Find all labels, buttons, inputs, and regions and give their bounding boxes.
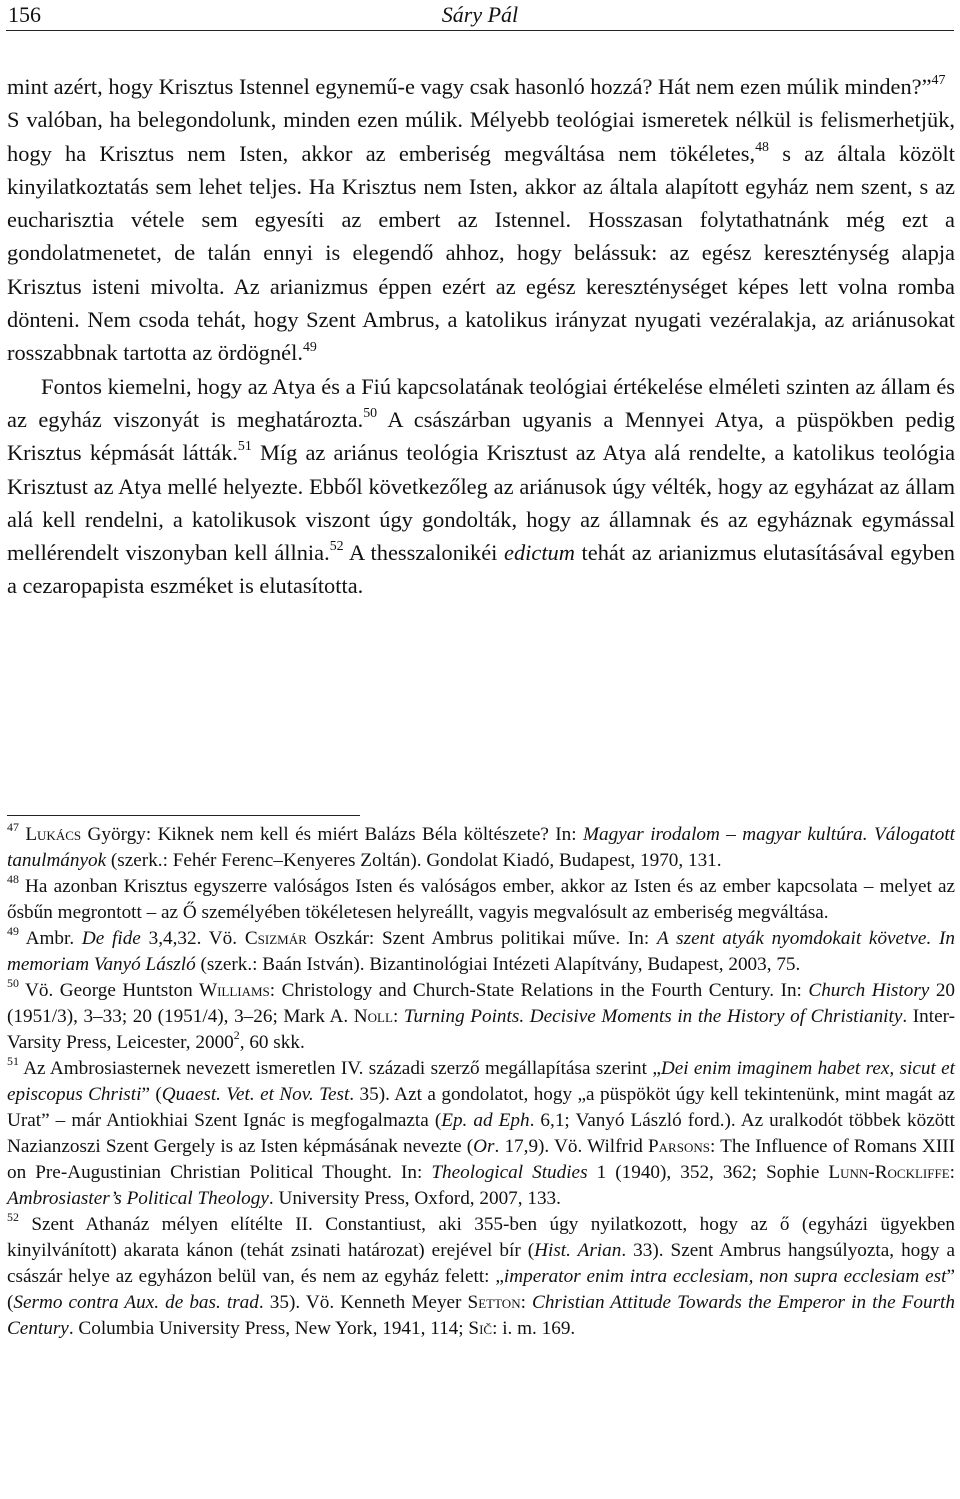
author-name: Lukács <box>25 824 82 845</box>
paragraph-1-text: mint azért, hogy Krisztus Istennel egynemű-e vagy csak hasonló hozzá? Hát nem ezen múlik minden?” <box>7 74 932 99</box>
work-title: Theological Studies <box>431 1162 588 1183</box>
paragraph-3 <box>7 370 955 603</box>
footnote-text: : The Influence of Romans XIII on Pre-Augustinian Christian Political Thought. In: <box>7 1136 955 1183</box>
footnote-number: 50 <box>7 976 19 991</box>
work-title: Ep. ad Eph <box>441 1110 530 1131</box>
footnote-text: . 35). Vö. Kenneth Meyer <box>258 1292 468 1313</box>
work-title: Or <box>473 1136 495 1157</box>
author-name: oll <box>367 1006 393 1027</box>
footnote-ref-49: 49 <box>302 339 317 355</box>
footnote-number: 48 <box>7 872 19 887</box>
work-title: De fide <box>81 928 141 949</box>
footnote-text: . 17,9). Vö. Wilfrid <box>494 1136 648 1157</box>
footnote-text: . 35). Azt a gondolatot, hogy „a püspököt úgy kell tekintenünk, mint magát az Urat” – már Antiokhiai Szent Ignác is megfogalmazta ( <box>7 1084 955 1131</box>
edictum-term: edictum <box>504 540 575 566</box>
author-name: sizmár <box>257 928 307 949</box>
paragraph-3-text-e: tehát az arianizmus elutasításával egyben a cezaropapista eszméket is elutasította. <box>7 540 955 599</box>
author-initial: R <box>874 1162 888 1183</box>
running-header <box>6 0 954 31</box>
footnote-text: . 33). Szent Ambrus hangsúlyozta, hogy a császár helye az egyházon belül van, és nem az egyház felett: „ <box>7 1240 955 1287</box>
work-title: Christian Attitude Towards the Emperor in the Fourth Century <box>7 1292 955 1339</box>
footnote-51 <box>7 1056 955 1212</box>
footnote-number: 51 <box>7 1054 19 1069</box>
footnote-47 <box>7 822 955 874</box>
footnote-text: : i. m. 169. <box>492 1318 576 1339</box>
author-initial: L <box>828 1162 841 1183</box>
footnote-text: . Columbia University Press, New York, 1941, 114; <box>68 1318 469 1339</box>
footnote-text: : <box>949 1162 955 1183</box>
footnote-text: . University Press, Oxford, 2007, 133. <box>268 1188 561 1209</box>
work-title: Church History <box>808 980 930 1001</box>
work-title: A szent atyák nyomdokait követve. In memoriam Vanyó László <box>7 928 955 975</box>
paragraph-1 <box>7 70 955 103</box>
footnotes <box>7 822 955 1342</box>
latin-quote: imperator enim intra ecclesiam, non supra ecclesiam est <box>503 1266 947 1287</box>
edition-superscript: 2 <box>233 1028 240 1043</box>
footnote-text: . 6,1; Vanyó László ford.). Az uralkodót többek között Nazianzoszi Szent Gergely is az Isten képmásának nevezte ( <box>7 1110 955 1157</box>
footnote-text: : Christology and Church-State Relations in the Fourth Century. In: <box>269 980 809 1001</box>
footnote-49 <box>7 926 955 978</box>
work-title: Ambrosiaster’s Political Theology <box>7 1188 269 1209</box>
footnote-text: Ha azonban Krisztus egyszerre valóságos Isten és valóságos ember, akkor az Isten és az ember kapcsolata – melyet az ősbűn megrontott – az Ő személyében tökéletesen helyreállt, vagyis megvalósult az emberiség megváltása. <box>7 876 955 923</box>
footnote-ref-51: 51 <box>237 439 252 455</box>
footnote-text: Oszkár: Szent Ambrus politikai műve. In: <box>306 928 657 949</box>
footnote-ref-52: 52 <box>329 539 344 555</box>
work-title: Sermo contra Aux. de bas. trad <box>13 1292 259 1313</box>
paragraph-3-text-c: Míg az ariánus teológia Krisztust az Atya alá rendelte, a katolikus teológia Krisztust az Atya mellé helyezte. Ebből következőleg az ariánusok úgy vélték, hogy az egyházat az állam alá kell rendelni, a katolikusok viszont úgy gondolták, hogy az államnak és az egyháznak egymással mellérendelt viszonyban kell állnia. <box>7 440 956 566</box>
author-name: illiams <box>217 980 270 1001</box>
footnote-text: ” ( <box>7 1266 955 1313</box>
work-title: Hist. Arian <box>534 1240 622 1261</box>
footnote-text: Az Ambrosiasternek nevezett ismeretlen IV. századi szerző megállapítása szerint „ <box>18 1058 661 1079</box>
footnote-text: ” ( <box>141 1084 162 1105</box>
main-text <box>7 70 955 603</box>
paragraph-2 <box>7 103 955 369</box>
paragraph-3-text-d: A thesszalonikéi <box>343 540 505 566</box>
footnote-number: 52 <box>7 1210 19 1225</box>
author-initial: S <box>467 1292 479 1313</box>
footnote-number: 49 <box>7 924 19 939</box>
author-initial: P <box>648 1136 659 1157</box>
author-name: ič <box>479 1318 493 1339</box>
footnote-text: : <box>392 1006 404 1027</box>
footnote-ref-48: 48 <box>755 139 769 155</box>
footnote-ref-47: 47 <box>931 73 946 89</box>
footnote-text: (szerk.: Fehér Ferenc–Kenyeres Zoltán). Gondolat Kiadó, Budapest, 1970, 131. <box>106 850 722 871</box>
footnote-text: . Inter-Varsity Press, Leicester, 2000 <box>7 1006 955 1053</box>
latin-quote: Dei enim imaginem habet rex, sicut et episcopus Christi <box>7 1058 955 1105</box>
work-title: Quaest. Vet. et Nov. Test <box>161 1084 350 1105</box>
footnote-text: 3,4,32. Vö. <box>140 928 245 949</box>
author-name: arsons <box>658 1136 710 1157</box>
author-initial: C <box>244 928 258 949</box>
footnote-text: Szent Athanáz mélyen elítélte II. Constantiust, aki 355-ben úgy nyilatkozott, hogy az ő (egyházi ügyekben kinyilvánított) akarata kánon (tehát zsinati határozat) erejével bír ( <box>7 1214 955 1261</box>
paragraph-3-text-b: A császárban ugyanis a Mennyei Atya, a püspökben pedig Krisztus képmását látták. <box>7 406 955 466</box>
author-name: unn- <box>840 1162 875 1183</box>
footnote-text: György: Kiknek nem kell és miért Balázs Béla költészete? In: <box>81 824 584 845</box>
footnote-48 <box>7 874 955 926</box>
paragraph-2-text-a: S valóban, ha belegondolunk, minden ezen múlik. Mélyebb teológiai ismeretek nélkül is felismerhetjük, hogy ha Krisztus nem Isten, akkor az emberiség megváltása nem tökéletes, <box>7 107 955 166</box>
author-initial: N <box>353 1006 368 1027</box>
footnote-52 <box>7 1212 955 1342</box>
author-name: etton <box>478 1292 521 1313</box>
footnote-50 <box>7 978 955 1056</box>
footnote-text: 20 (1951/3), 3–33; 20 (1951/4), 3–26; Mark A. <box>7 980 956 1027</box>
footnote-text: (szerk.: Baán István). Bizantinológiai Intézeti Alapítvány, Budapest, 2003, 75. <box>195 954 801 975</box>
footnote-text: Vö. George Huntston <box>18 980 199 1001</box>
footnote-ref-50: 50 <box>363 406 378 422</box>
footnote-text: , 60 skk. <box>239 1032 305 1053</box>
footnote-text: : <box>520 1292 533 1313</box>
author-initial: W <box>198 980 218 1001</box>
work-title: Magyar irodalom – magyar kultúra. Válogatott tanulmányok <box>7 824 956 871</box>
running-title: Sáry Pál <box>441 2 519 27</box>
footnote-separator <box>7 815 360 816</box>
footnote-text: Ambr. <box>18 928 82 949</box>
footnote-text: 1 (1940), 352, 362; Sophie <box>587 1162 829 1183</box>
author-initial: S <box>468 1318 480 1339</box>
page-number: 156 <box>8 2 41 27</box>
paragraph-3-text-a: Fontos kiemelni, hogy az Atya és a Fiú kapcsolatának teológiai értékelése elméleti szinten az állam és az egyház viszonyát is meghatározta. <box>7 373 955 432</box>
work-title: Turning Points. Decisive Moments in the History of Christianity <box>403 1006 903 1027</box>
author-name: ockliffe <box>887 1162 950 1183</box>
footnote-number: 47 <box>7 820 19 835</box>
paragraph-2-text-b: s az általa közölt kinyilatkoztatás sem lehet teljes. Ha Krisztus nem Isten, akkor az általa alapított egyház nem szent, s az eucharisztia vétele sem egyesíti az embert az Istennel. Hosszasan folytathatnánk még ezt a gondolatmenetet, de talán ennyi is elegendő ahhoz, hogy belássuk: az egész kereszténység alapja Krisztus isteni mivolta. Az arianizmus éppen ezért az egész kereszténységet képes lett volna romba dönteni. Nem csoda tehát, hogy Szent Ambrus, a katolikus irányzat nyugati vezéralakja, az ariánusokat rosszabbnak tartotta az ördögnél. <box>7 140 955 366</box>
